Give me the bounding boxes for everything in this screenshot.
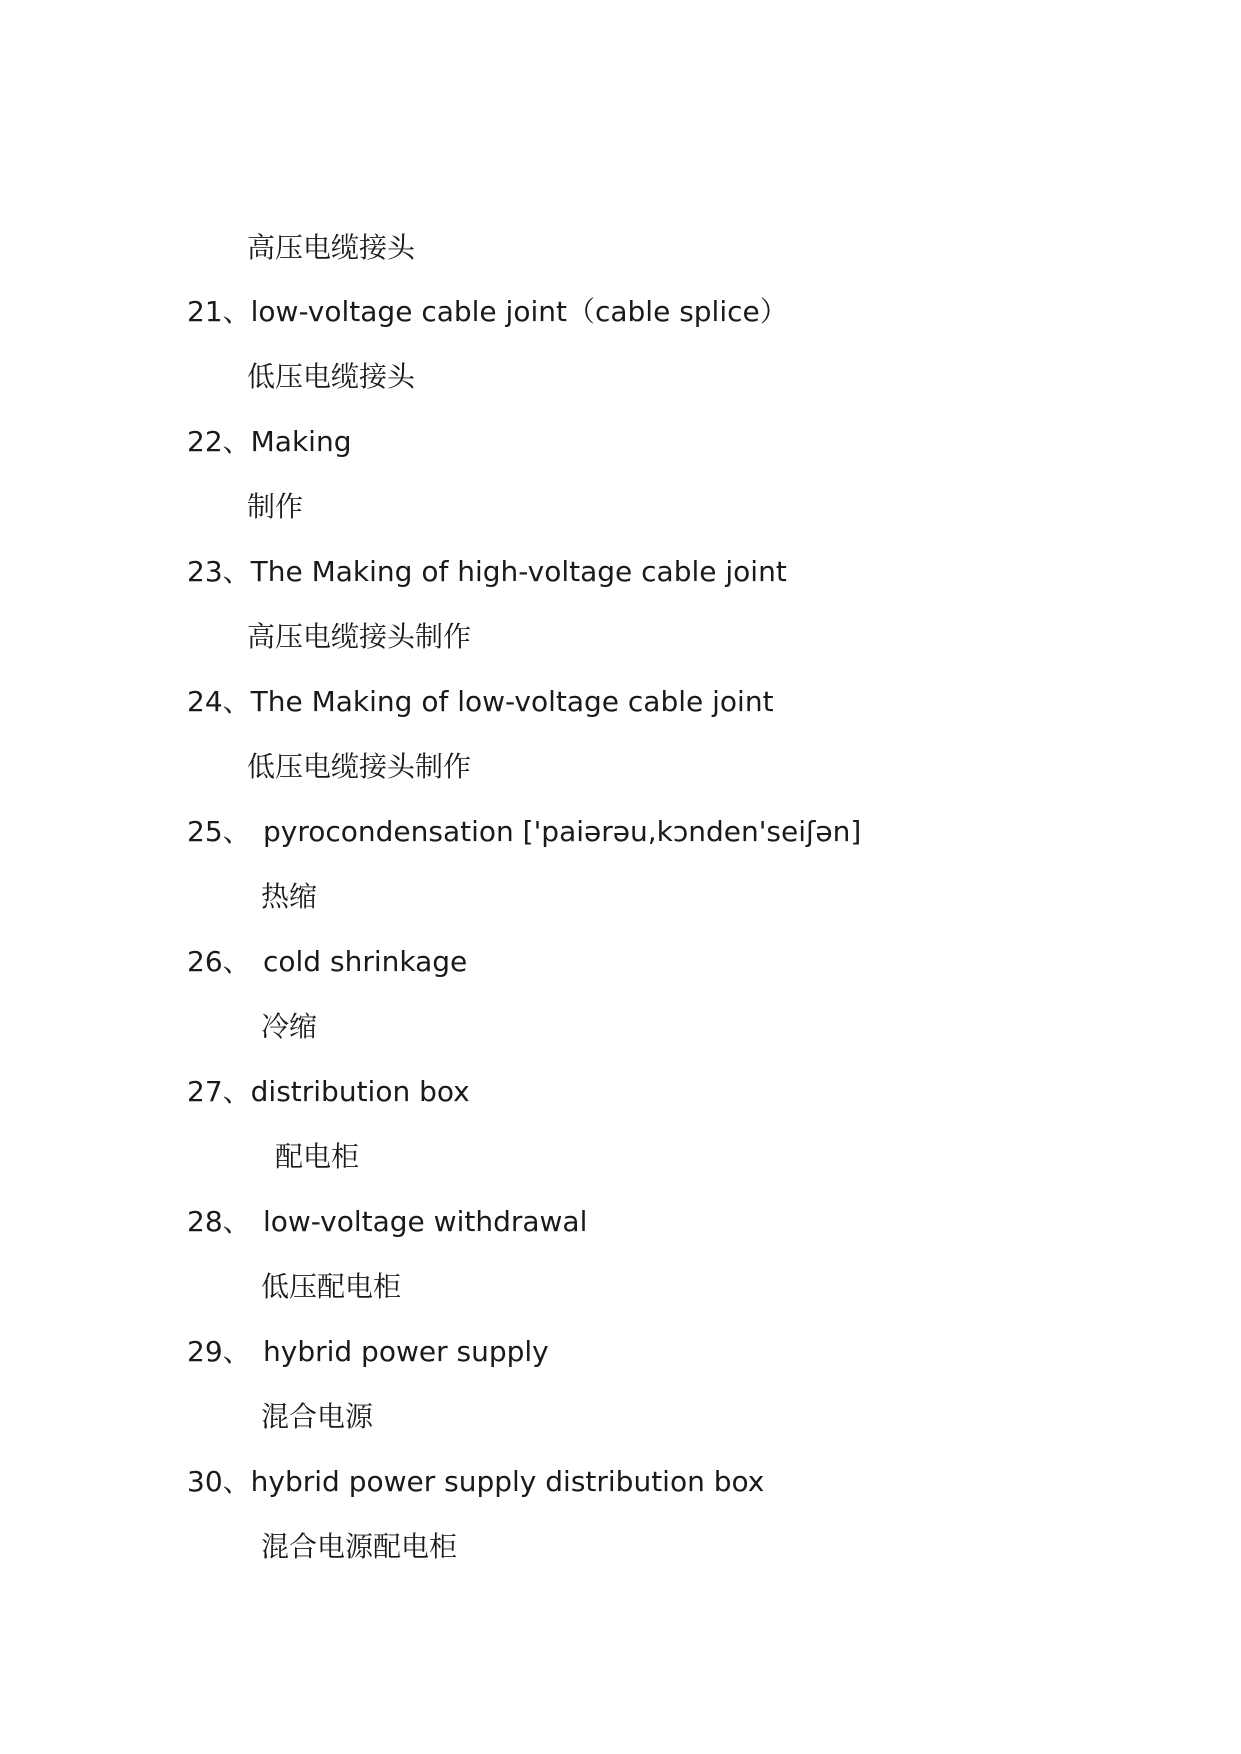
term-number: 25、 xyxy=(187,815,251,848)
term-number: 30、 xyxy=(187,1465,251,1498)
term-text: pyrocondensation ['paiərəu,kɔnden'seiʃən] xyxy=(263,815,862,848)
term-number: 22、 xyxy=(187,425,251,458)
term-text: low-voltage withdrawal xyxy=(263,1205,588,1238)
translation-line: 混合电源 xyxy=(261,1400,374,1433)
term-text: distribution box xyxy=(250,1075,470,1108)
translation-line: 低压电缆接头制作 xyxy=(247,750,472,783)
translation-line: 配电柜 xyxy=(275,1140,360,1173)
term-text: hybrid power supply xyxy=(263,1335,549,1368)
term-line xyxy=(187,1205,588,1238)
term-number: 24、 xyxy=(187,685,251,718)
term-text: cold shrinkage xyxy=(263,945,468,978)
term-text: The Making of high-voltage cable joint xyxy=(250,555,787,588)
translation-line: 制作 xyxy=(247,490,304,523)
term-line xyxy=(187,1075,470,1108)
term-line xyxy=(187,425,352,458)
term-line xyxy=(187,555,787,588)
term-number: 28、 xyxy=(187,1205,251,1238)
translation-line: 高压电缆接头 xyxy=(247,231,416,264)
term-line xyxy=(187,685,774,718)
term-number: 27、 xyxy=(187,1075,251,1108)
term-number: 23、 xyxy=(187,555,251,588)
translation-line: 热缩 xyxy=(261,880,318,913)
translation-line: 高压电缆接头制作 xyxy=(247,620,472,653)
term-text: The Making of low-voltage cable joint xyxy=(250,685,774,718)
term-text: Making xyxy=(250,425,352,458)
translation-line: 低压电缆接头 xyxy=(247,360,416,393)
term-line xyxy=(187,815,862,848)
term-text: low-voltage cable joint（cable splice） xyxy=(250,295,788,328)
translation-line: 低压配电柜 xyxy=(261,1270,402,1303)
term-line xyxy=(187,945,468,978)
term-text: hybrid power supply distribution box xyxy=(250,1465,765,1498)
term-number: 26、 xyxy=(187,945,251,978)
translation-line: 混合电源配电柜 xyxy=(261,1530,458,1563)
term-number: 21、 xyxy=(187,295,251,328)
term-line xyxy=(187,1465,765,1498)
term-line xyxy=(187,1335,549,1368)
term-number: 29、 xyxy=(187,1335,251,1368)
translation-line: 冷缩 xyxy=(261,1010,318,1043)
term-line xyxy=(187,295,788,328)
